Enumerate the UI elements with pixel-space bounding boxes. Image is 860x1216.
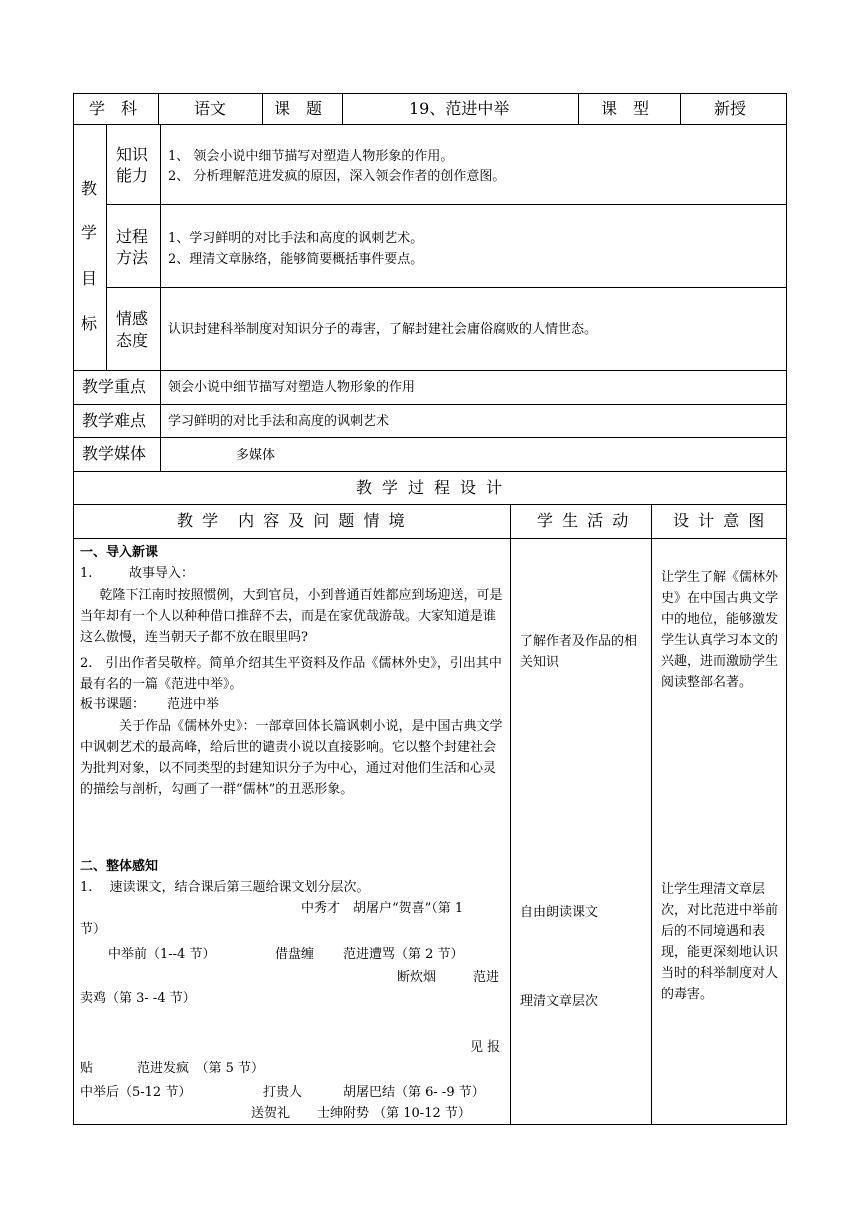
- section1-item2: 2. 引出作者吴敬梓。简单介绍其生平资料及作品《儒林外史》，引出其中最有名的一篇《范进中举》。: [80, 656, 502, 692]
- outline-line-1: 中秀才 胡屠户“贺喜”（第 1: [301, 901, 464, 916]
- outline-flatter: 胡屠巴结（第 6- -9 节）: [343, 1085, 485, 1100]
- outline-see-notice: 见 报: [470, 1040, 501, 1055]
- column-student-header: 学 生 活 动: [537, 511, 631, 530]
- outline-madness: 范进发疯 （第 5 节）: [137, 1061, 265, 1076]
- type-label: 课 型: [601, 99, 650, 118]
- difficulty-label: 教学难点: [82, 411, 147, 430]
- section1-about: 关于作品《儒林外史》：一部章回体长篇讽刺小说，是中国古典文学中讽刺艺术的最高峰，给后世的谴责小说以直接影响。它以整个封建社会为批判对象，以不同类型的封建知识分子为中心，通过对他们生活和心灵的描绘与剖析，勾画了一群“儒林”的丑恶形象。: [80, 719, 503, 797]
- title-label: 课 题: [274, 99, 323, 118]
- section2-student-activity-1: 自由朗读课文: [520, 905, 599, 920]
- process-design-title: 教学过程设计: [356, 478, 513, 497]
- media-value: 多媒体: [236, 448, 276, 463]
- outline-line-2: 节）: [80, 922, 107, 937]
- attitude-label-1: 情感: [116, 309, 149, 328]
- section1-item1-number: 1.: [80, 566, 93, 581]
- media-label: 教学媒体: [82, 444, 147, 463]
- title-value: 19、范进中举: [409, 99, 510, 118]
- section1-heading: 一、导入新课: [80, 545, 159, 560]
- section1-story: 乾隆下江南时按照惯例，大到官员，小到普通百姓都应到场迎送，可是当年却有一个人以种种借口推辞不去，而是在家优哉游哉。大家知道是谁这么傲慢，连当朝天子都不放在眼里吗?: [80, 588, 503, 645]
- outline-borrow: 借盘缠: [275, 947, 315, 962]
- process-item-1: 1、学习鲜明的对比手法和高度的讽刺艺术。: [168, 231, 424, 246]
- outline-scolded: 范进遭骂（第 2 节）: [343, 947, 464, 962]
- goals-label-2: 学: [81, 223, 98, 242]
- outline-no-food: 断炊烟: [397, 970, 437, 985]
- section2-item1: 1. 速读课文，结合课后第三题给课文划分层次。: [80, 880, 370, 895]
- outline-hit-noble: 打贵人: [263, 1085, 303, 1100]
- section2-heading: 二、整体感知: [80, 859, 159, 874]
- outline-gentry: 士绅附势 （第 10-12 节）: [317, 1106, 471, 1121]
- section1-item1-text: 故事导入：: [129, 566, 195, 581]
- outline-sell-chicken: 卖鸡（第 3- -4 节）: [80, 991, 196, 1006]
- outline-before: 中举前（1--4 节）: [108, 947, 216, 962]
- attitude-label-2: 态度: [116, 331, 149, 350]
- column-content-header: 教 学 内 容 及 问 题 情 境: [177, 511, 407, 530]
- knowledge-item-2: 2、 分析理解范进发疯的原因，深入领会作者的创作意图。: [168, 169, 506, 184]
- outline-gifts: 送贺礼: [251, 1106, 291, 1121]
- board-label: 板书课题：: [80, 697, 146, 712]
- attitude-text: 认识封建科举制度对知识分子的毒害，了解封建社会庸俗腐败的人情世态。: [168, 322, 598, 337]
- type-value: 新授: [714, 99, 747, 118]
- section2-design-intent: 让学生理清文章层次，对比范进中举前后的不同境遇和表现，能更深刻地认识当时的科举制度对人的毒害。: [661, 882, 779, 1002]
- difficulty-value: 学习鲜明的对比手法和高度的讽刺艺术: [168, 414, 390, 429]
- section1-student-activity: 了解作者及作品的相关知识: [520, 634, 638, 670]
- outline-after: 中举后（5-12 节）: [80, 1085, 192, 1100]
- goals-label-3: 目: [81, 269, 98, 288]
- knowledge-label-1: 知识: [116, 145, 149, 164]
- key-point-label: 教学重点: [82, 377, 147, 396]
- board-value: 范进中举: [167, 697, 220, 712]
- subject-label: 学 科: [89, 99, 138, 118]
- section2-student-activity-2: 理清文章层次: [520, 994, 599, 1009]
- process-item-2: 2、理清文章脉络，能够简要概括事件要点。: [168, 252, 424, 267]
- column-intent-header: 设 计 意 图: [673, 511, 767, 530]
- outline-fanjin: 范进: [473, 970, 500, 985]
- goals-label-1: 教: [81, 179, 98, 198]
- goals-label-4: 标: [81, 314, 98, 333]
- subject-value: 语文: [194, 99, 227, 118]
- knowledge-label-2: 能力: [116, 166, 149, 185]
- key-point-value: 领会小说中细节描写对塑造人物形象的作用: [168, 380, 416, 395]
- process-label-1: 过程: [116, 227, 149, 246]
- knowledge-item-1: 1、 领会小说中细节描写对塑造人物形象的作用。: [168, 149, 454, 164]
- outline-notice-end: 贴: [80, 1061, 94, 1076]
- section1-design-intent: 让学生了解《儒林外史》在中国古典文学中的地位，能够激发学生认真学习本文的兴趣，进而激励学生阅读整部名著。: [661, 570, 779, 690]
- process-label-2: 方法: [116, 248, 149, 267]
